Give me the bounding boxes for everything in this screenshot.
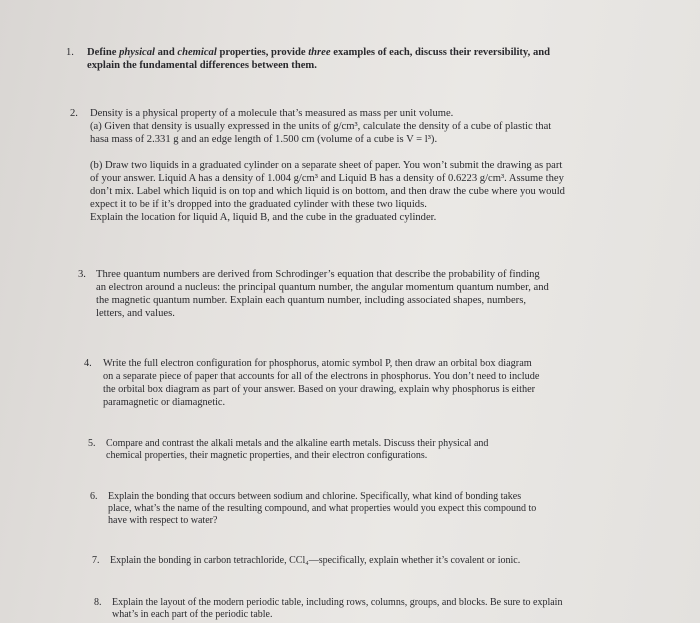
question-line: an electron around a nucleus: the principal quantum number, the angular momentum quantum number, and xyxy=(96,282,549,293)
question-line: letters, and values. xyxy=(96,308,175,319)
question-number: 1. xyxy=(66,47,74,58)
question-line: expect it to be if it’s dropped into the graduated cylinder with these two liquids. xyxy=(90,199,427,210)
question-line: the orbital box diagram as part of your answer. Based on your drawing, explain why phosphorus is either xyxy=(103,384,536,395)
question-line: don’t mix. Label which liquid is on top and which liquid is on bottom, and then draw the cube where you would xyxy=(90,186,565,197)
question-number: 3. xyxy=(78,269,86,280)
question-line: Explain the layout of the modern periodic table, including rows, columns, groups, and blocks. Be sure to explain xyxy=(112,597,563,608)
question-line: chemical properties, their magnetic properties, and their electron configurations. xyxy=(106,450,428,461)
question-line: on a separate piece of paper that accounts for all of the electrons in phosphorus. You don’t need to include xyxy=(103,371,540,382)
question-number: 7. xyxy=(92,555,100,566)
question-line: Explain the bonding in carbon tetrachloride, CCl₄—specifically, explain whether it’s covalent or ionic. xyxy=(110,555,521,566)
question-line: the magnetic quantum number. Explain each quantum number, including associated shapes, numbers, xyxy=(96,295,526,306)
question-number: 6. xyxy=(90,491,98,502)
question-line: explain the fundamental differences between them. xyxy=(87,60,317,71)
question-line: (a) Given that density is usually expressed in the units of g/cm³, calculate the density of a cube of plastic that xyxy=(90,121,552,132)
question-line: place, what’s the name of the resulting compound, and what properties would you expect this compound to xyxy=(108,503,537,514)
question-line: Three quantum numbers are derived from Schrodinger’s equation that describe the probability of finding xyxy=(96,269,540,280)
question-number: 8. xyxy=(94,597,102,608)
question-line: Explain the bonding that occurs between sodium and chlorine. Specifically, what kind of bonding takes xyxy=(108,491,522,502)
question-number: 4. xyxy=(84,358,92,369)
question-line: Define physical and chemical properties, provide three examples of each, discuss their reversibility, and xyxy=(87,47,551,58)
question-number: 5. xyxy=(88,438,96,449)
question-line: Explain the location for liquid A, liquid B, and the cube in the graduated cylinder. xyxy=(90,212,437,223)
question-line: what’s in each part of the periodic table. xyxy=(112,609,273,620)
question-line: (b) Draw two liquids in a graduated cylinder on a separate sheet of paper. You won’t submit the drawing as part xyxy=(90,160,563,171)
question-number: 2. xyxy=(70,108,78,119)
question-line: hasa mass of 2.331 g and an edge length of 1.500 cm (volume of a cube is V = l³). xyxy=(90,134,438,145)
question-line: paramagnetic or diamagnetic. xyxy=(103,397,226,408)
question-line: Write the full electron configuration for phosphorus, atomic symbol P, then draw an orbital box diagram xyxy=(103,358,532,369)
question-line: have with respect to water? xyxy=(108,515,218,526)
question-line: Density is a physical property of a molecule that’s measured as mass per unit volume. xyxy=(90,108,454,119)
question-line: of your answer. Liquid A has a density of 1.004 g/cm³ and Liquid B has a density of 0.6223 g/cm³. Assume they xyxy=(90,173,564,184)
question-line: Compare and contrast the alkali metals and the alkaline earth metals. Discuss their physical and xyxy=(106,438,489,449)
